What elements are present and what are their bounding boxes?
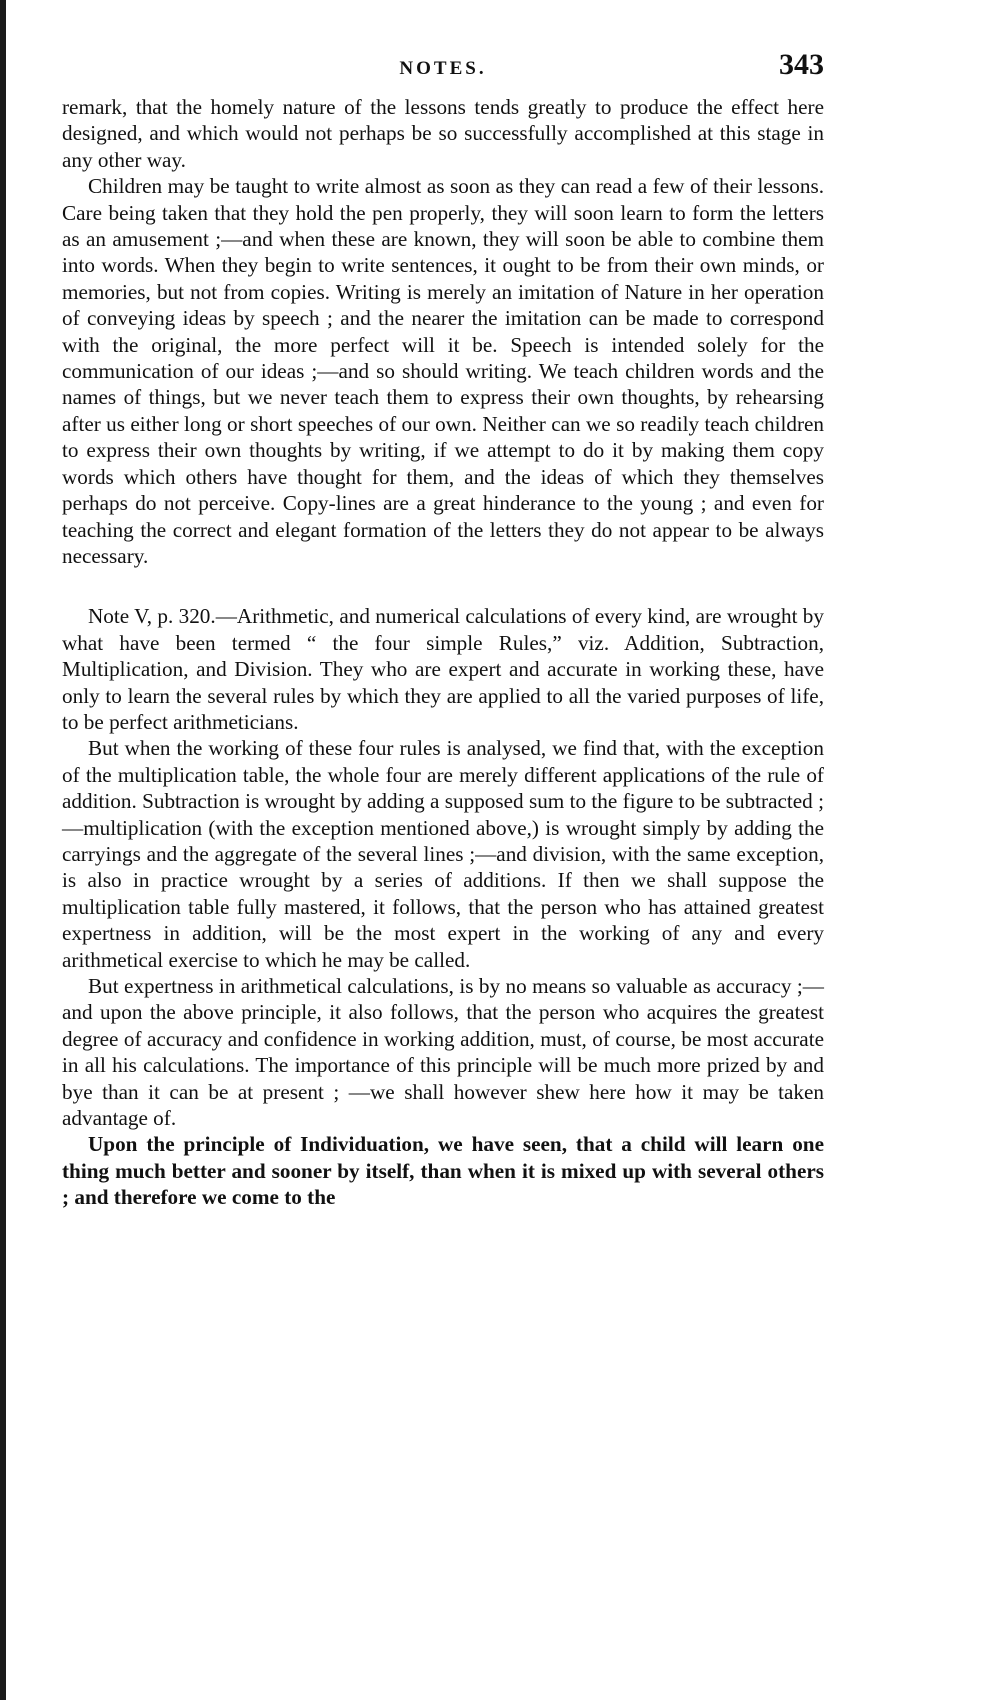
section-gap	[62, 569, 824, 603]
paragraph-4: But when the working of these four rules is analysed, we find that, with the exception of the multiplication table, the whole four are merely different applications of the rule of addition. Subtraction is wrought by adding a supposed sum to the figure to be subtracted ;—multiplication (with the exception mentioned above,) is wrought simply by adding the carryings and the aggregate of the several lines ;—and division, with the same exception, is also in practice wrought by a series of additions. If then we shall suppose the multiplication table fully mastered, it follows, that the person who has attained greatest expertness in addition, will be the most expert in the working of any and every arithmetical exercise to which he may be called.	[62, 736, 824, 972]
page-number: 343	[779, 48, 824, 81]
paragraph-1: remark, that the homely nature of the lessons tends greatly to produce the effect here designed, and which would not perhaps be so successfully accomplished at this stage in any other way.	[62, 95, 824, 172]
paragraph-2: Children may be taught to write almost as soon as they can read a few of their lessons. Care being taken that they hold the pen properly, they will soon learn to form the letters as an amusement ;—and when these are known, they will soon be able to combine them into words. When they begin to write sentences, it ought to be from their own minds, or memories, but not from copies. Writing is merely an imitation of Nature in her operation of conveying ideas by speech ; and the nearer the imitation can be made to correspond with the original, the more perfect will it be. Speech is intended solely for the communication of our ideas ;—and so should writing. We teach children words and the names of things, but we never teach them to express their own thoughts, by rehearsing after us either long or short speeches of our own. Neither can we so readily teach children to express their own thoughts by writing, if we attempt to do it by making them copy words which others have thought for them, and the ideas of which they themselves perhaps do not perceive. Copy-lines are a great hinderance to the young ; and even for teaching the correct and elegant formation of the letters they do not appear to be always necessary.	[62, 174, 824, 568]
paragraph-5: But expertness in arithmetical calculations, is by no means so valuable as accuracy ;—and upon the above principle, it also follows, that the person who acquires the greatest degree of accuracy and confidence in working addition, must, of course, be most accurate in all his calculations. The importance of this principle will be much more prized by and bye than it can be at present ; —we shall however shew here how it may be taken advantage of.	[62, 974, 824, 1131]
running-head	[62, 48, 824, 88]
note-v-paragraph: Note V, p. 320.—Arithmetic, and numerical calculations of every kind, are wrought by what have been termed “ the four simple Rules,” viz. Addition, Subtraction, Multiplication, and Division. They who are expert and accurate in working these, have only to learn the several rules by which they are applied to all the varied purposes of life, to be perfect arithmeticians.	[62, 604, 824, 734]
scan-edge	[0, 0, 6, 1700]
book-page	[62, 48, 824, 1688]
paragraph-6: Upon the principle of Individuation, we have seen, that a child will learn one thing much better and sooner by itself, than when it is mixed up with several others ; and therefore we come to the	[62, 1132, 824, 1210]
page-title: NOTES.	[399, 58, 487, 79]
